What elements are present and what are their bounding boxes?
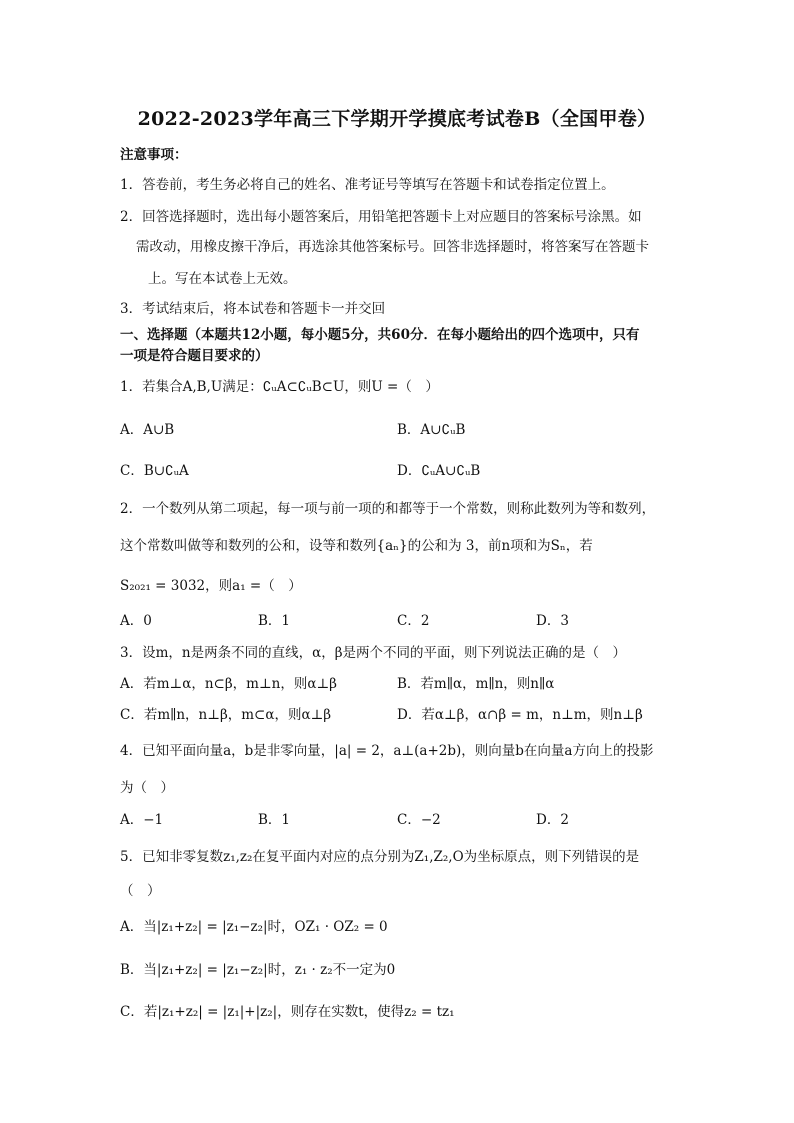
- notice-heading: 注意事项：: [120, 147, 188, 163]
- option-a: A．0: [120, 613, 152, 629]
- option-d: D．若α⊥β，α∩β = m，n⊥m，则n⊥β: [397, 707, 643, 723]
- option-c: C．−2: [397, 812, 441, 828]
- option-c: C．B∪∁ᵤA: [120, 463, 189, 479]
- option-b: B．当|z₁+z₂| = |z₁−z₂|时，z₁ · z₂不一定为0: [120, 962, 396, 978]
- question-stem: 1．若集合A,B,U满足：∁ᵤA⊂∁ᵤB⊂U，则U =（ ）: [120, 379, 439, 395]
- notice-item: 3．考试结束后，将本试卷和答题卡一并交回: [120, 301, 386, 317]
- section-heading: 一项是符合题目要求的）: [120, 348, 269, 364]
- option-c: C．若m∥n，n⊥β，m⊂α，则α⊥β: [120, 707, 332, 723]
- option-a: A．−1: [120, 812, 164, 828]
- question-stem: 2．一个数列从第二项起，每一项与前一项的和都等于一个常数，则称此数列为等和数列，: [120, 501, 656, 517]
- option-b: B．1: [258, 812, 291, 828]
- question-stem: 4．已知平面向量a，b是非零向量，|a| = 2，a⊥(a+2b)，则向量b在向量a方向上的投影: [120, 743, 654, 759]
- notice-item: 1．答卷前，考生务必将自己的姓名、准考证号等填写在答题卡和试卷指定位置上。: [120, 177, 615, 193]
- option-c: C．若|z₁+z₂| = |z₁|+|z₂|，则存在实数t，使得z₂ = tz₁: [120, 1004, 455, 1020]
- option-a: A．若m⊥α，n⊂β，m⊥n，则α⊥β: [120, 676, 337, 692]
- question-stem: 5．已知非零复数z₁,z₂在复平面内对应的点分别为Z₁,Z₂,O为坐标原点，则下列错误的是: [120, 849, 640, 865]
- option-a: A．当|z₁+z₂| = |z₁−z₂|时，OZ₁ · OZ₂ = 0: [120, 919, 388, 935]
- question-stem: 为（ ）: [120, 780, 174, 796]
- section-heading: 一、选择题（本题共12小题，每小题5分，共60分．在每小题给出的四个选项中，只有: [120, 327, 640, 343]
- option-c: C．2: [397, 613, 430, 629]
- option-b: B．A∪∁ᵤB: [397, 422, 466, 438]
- question-stem: （ ）: [120, 883, 161, 899]
- notice-item: 上。写在本试卷上无效。: [148, 271, 297, 287]
- option-b: B．若m∥α，m∥n，则n∥α: [397, 676, 555, 692]
- option-a: A．A∪B: [120, 422, 175, 438]
- option-d: D．3: [536, 613, 569, 629]
- page-title: 2022-2023学年高三下学期开学摸底考试卷B（全国甲卷）: [137, 108, 657, 130]
- question-stem: 这个常数叫做等和数列的公和，设等和数列{aₙ}的公和为 3，前n项和为Sₙ，若: [120, 538, 593, 554]
- option-d: D．∁ᵤA∪∁ᵤB: [397, 463, 481, 479]
- question-stem: S₂₀₂₁ = 3032，则a₁ =（ ）: [120, 578, 302, 594]
- notice-item: 2．回答选择题时，选出每小题答案后，用铅笔把答题卡上对应题目的答案标号涂黑。如: [120, 209, 642, 225]
- option-b: B．1: [258, 613, 291, 629]
- notice-item: 需改动，用橡皮擦干净后，再选涂其他答案标号。回答非选择题时，将答案写在答题卡: [136, 239, 649, 255]
- question-stem: 3．设m，n是两条不同的直线，α，β是两个不同的平面，则下列说法正确的是（ ）: [120, 645, 627, 661]
- option-d: D．2: [536, 812, 569, 828]
